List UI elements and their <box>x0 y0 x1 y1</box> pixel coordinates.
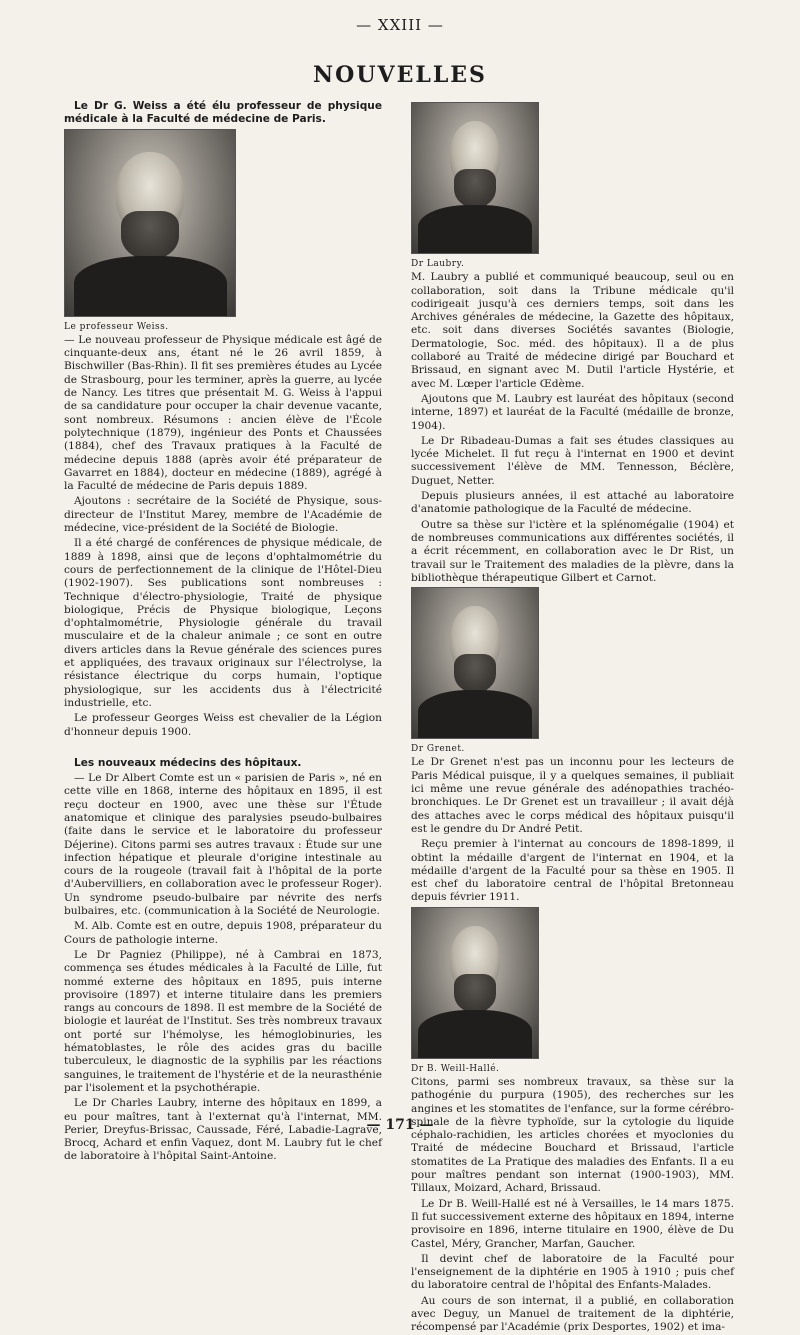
left-column: Le Dr G. Weiss a été élu professeur de physique médicale à la Faculté de médecine de Paris. Le professeur Weiss. — Le nouveau professeur de Physique médicale est âgé de cinquante-deux ans, étant né le 26 avril 1859, à Bischwiller (Bas-Rhin). Il fit ses premières études au Lycée de Strasbourg, pour les terminer, après la guerre, au lycée de Nancy. Les titres que présentait M. G. Weiss à l'appui de sa candidature pour occuper la chair devenue vacante, sont nombreux. Résumons : ancien élève de l'École polytechnique (1879), ingénieur des Ponts et Chaussées (1884), chef des Travaux pratiques à la Faculté de médecine depuis 1888 (après avoir été préparateur de Gavarret en 1884), docteur en médecine (1889), agrégé à la Faculté de médecine de Paris depuis 1889. Ajoutons : secrétaire de la Société de Physique, sous-directeur de l'Institut Marey, membre de l'Académie de médecine, vice-président de la Société de Biologie. Il a été chargé de conférences de physique médicale, de 1889 à 1898, ainsi que de leçons d'ophtalmométrie du cours de perfectionnement de la clinique de l'Hôtel-Dieu (1902-1907). Ses publications sont nombreuses : Technique d'électro-physiologie, Traité de physique biologique, Précis de Physique biologique, Leçons d'ophtalmométrie, Physiologie générale du travail musculaire et de la chaleur animale ; ce sont en outre divers articles dans la Revue générale des sciences pures et appliquées, des travaux originaux sur l'électrolyse, la résistance électrique du corps humain, l'optique physiologique, sur les accidents dus à l'électricité industrielle, etc. Le professeur Georges Weiss est chevalier de la Légion d'honneur depuis 1900. Les nouveaux médecins des hôpitaux. — Le Dr Albert Comte est un « parisien de Paris », né en cette ville en 1868, interne des hôpitaux en 1895, il est reçu docteur en 1900, avec une thèse sur l'Étude anatomique et clinique des paralysies pseudo-bulbaires (faite dans le service et le laboratoire du professeur Déjerine). Citons parmi ses autres travaux : Étude sur une infection hépatique et pleurale d'origine intestinale au cours de la rougeole (travail fait à l'hôpital de la porte d'Aubervilliers, en collaboration avec le professeur Roger). Un syndrome pseudo-bulbaire par névrite des nerfs bulbaires, etc. (communication à la Société de Neurologie. M. Alb. Comte est en outre, depuis 1908, préparateur du Cours de pathologie interne. Le Dr Pagniez (Philippe), né à Cambrai en 1873, commença ses études médicales à la Faculté de Lille, fut nommé externe des hôpitaux en 1895, puis interne provisoire (1897) et interne titulaire dans les premiers rangs au concours de 1898. Il est membre de la Société de biologie et lauréat de l'Institut. Ses très nombreux travaux ont porté sur l'hémolyse, les hémoglobinuries, les hématoblastes, le rôle des acides gras du bacille tuberculeux, le diagnostic de la syphilis par les réactions sanguines, le traitement de l'hystérie et de la neurasthénie par l'isolement et la psychothérapie. Le Dr Charles Laubry, interne des hôpitaux en 1899, a eu pour maîtres, tant à l'externat qu'à l'internat, MM. Perier, Dreyfus-Brissac, Caussade, Féré, Labadie-Lagrave, Brocq, Achard et enfin Vaquez, dont M. Laubry fut le chef de laboratoire à l'hôpital Saint-Antoine. <box>64 100 382 1163</box>
ribadeau-paragraph: Le Dr Ribadeau-Dumas a fait ses études classiques au lycée Michelet. Il fut reçu à l'internat en 1900 et devint successivement l'élève de MM. Tennesson, Béclère, Duguet, Netter. <box>411 434 734 487</box>
pagniez-paragraph: Le Dr Pagniez (Philippe), né à Cambrai en 1873, commença ses études médicales à la Faculté de Lille, fut nommé externe des hôpitaux en 1895, puis interne provisoire (1897) et interne titulaire dans les premiers rangs au concours de 1898. Il est membre de la Société de biologie et lauréat de l'Institut. Ses très nombreux travaux ont porté sur l'hémolyse, les hémoglobinuries, les hématoblastes, le rôle des acides gras du bacille tuberculeux, le diagnostic de la syphilis par les réactions sanguines, le traitement de l'hystérie et de la neurasthénie par l'isolement et la psychothérapie. <box>64 948 382 1094</box>
weiss-paragraph-2: Ajoutons : secrétaire de la Société de Physique, sous-directeur de l'Institut Marey, membre de l'Académie de médecine, vice-président de la Société de Biologie. <box>64 495 382 535</box>
laubry-paragraph-3: Ajoutons que M. Laubry est lauréat des hôpitaux (second interne, 1897) et lauréat de la Faculté (médaille de bronze, 1904). <box>411 392 734 432</box>
page-number: — 171 — <box>366 1117 434 1133</box>
weill-paragraph: Le Dr B. Weill-Hallé est né à Versailles, le 14 mars 1875. Il fut successivement externe des hôpitaux en 1894, interne provisoire en 1896, interne titulaire en 1900, élève de Du Castel, Méry, Grancher, Marfan, Gaucher. <box>411 1197 734 1250</box>
weiss-headline: Le Dr G. Weiss a été élu professeur de physique médicale à la Faculté de médecine de Paris. <box>64 100 382 126</box>
grenet-paragraph-2: Reçu premier à l'internat au concours de 1898-1899, il obtint la médaille d'argent de l'internat en 1904, et la médaille d'argent de la Faculté pour sa thèse en 1905. Il est chef du laboratoire central de l'hôpital Bretonneau depuis février 1911. <box>411 838 734 904</box>
weiss-paragraph-3: Il a été chargé de conférences de physique médicale, de 1889 à 1898, ainsi que de leçons d'ophtalmométrie du cours de perfectionnement de la clinique de l'Hôtel-Dieu (1902-1907). Ses publications sont nombreuses : Technique d'électro-physiologie, Traité de physique biologique, Précis de Physique biologique, Leçons d'ophtalmométrie, Physiologie générale du travail musculaire et de la chaleur animale ; ce sont en outre divers articles dans la Revue générale des sciences pures et appliquées, des travaux originaux sur l'électrolyse, la résistance électrique du corps humain, l'optique physiologique, sur les accidents dus à l'électricité industrielle, etc. <box>64 537 382 709</box>
weill-paragraph-3: Au cours de son internat, il a publié, en collaboration avec Deguy, un Manuel de traitement de la diphtérie, récompensé par l'Académie (prix Desportes, 1902) et ima- <box>411 1294 734 1334</box>
laubry-caption: Dr Laubry. <box>411 259 465 269</box>
comte-paragraph: — Le Dr Albert Comte est un « parisien de Paris », né en cette ville en 1868, interne des hôpitaux en 1895, il est reçu docteur en 1900, avec une thèse sur l'Étude anatomique et clinique des paralysies pseudo-bulbaires (faite dans le service et le laboratoire du professeur Déjerine). Citons parmi ses autres travaux : Étude sur une infection hépatique et pleurale d'origine intestinale au cours de la rougeole (travail fait à l'hôpital de la porte d'Aubervilliers, en collaboration avec le professeur Roger). Un syndrome pseudo-bulbaire par névrite des nerfs bulbaires, etc. (communication à la Société de Neurologie. <box>64 772 382 918</box>
right-column: Dr Laubry. M. Laubry a publié et communiqué beaucoup, seul ou en collaboration, soit dans la Tribune médicale qu'il codirigeait jusqu'à ces derniers temps, soit dans les Archives générales de médecine, la Gazette des hôpitaux, etc. soit dans diverses Sociétés savantes (Biologie, Dermatologie, Soc. méd. des hôpitaux). Il a de plus collaboré au Traité de médecine dirigé par Bouchard et Brissaud, en signant avec M. Dutil l'article Hystérie, et avec M. Lœper l'article Œdème. Ajoutons que M. Laubry est lauréat des hôpitaux (second interne, 1897) et lauréat de la Faculté (médaille de bronze, 1904). Le Dr Ribadeau-Dumas a fait ses études classiques au lycée Michelet. Il fut reçu à l'internat en 1900 et devint successivement l'élève de MM. Tennesson, Béclère, Duguet, Netter. Depuis plusieurs années, il est attaché au laboratoire d'anatomie pathologique de la Faculté de médecine. Outre sa thèse sur l'ictère et la splénomégalie (1904) et de nombreuses communications aux différentes sociétés, il a écrit récemment, en collaboration avec le Dr Rist, un travail sur le Traitement des maladies de la plèvre, dans la bibliothèque thérapeutique Gilbert et Carnot. Dr Grenet. Le Dr Grenet n'est pas un inconnu pour les lecteurs de Paris Médical puisque, il y a quelques semaines, il publiait ici même une revue générale des adénopathies trachéo-bronchiques. Le Dr Grenet est un travailleur ; il avait déjà des attaches avec le corps médical des hôpitaux puisqu'il est le gendre du Dr André Petit. Reçu premier à l'internat au concours de 1898-1899, il obtint la médaille d'argent de l'internat en 1904, et la médaille d'argent de la Faculté pour sa thèse en 1905. Il est chef du laboratoire central de l'hôpital Bretonneau depuis février 1911. Dr B. Weill-Hallé. Citons, parmi ses nombreux travaux, sa thèse sur la pathogénie du purpura (1905), des recherches sur les angines et les stomatites de l'enfance, sur la forme cérébro-spinale de la fièvre typhoïde, sur la cytologie du liquide céphalo-rachidien, les articles chorées et myoclonies du Traité de médecine Bouchard et Brissaud, l'article stomatites de La Pratique des maladies des Enfants. Il a eu pour maîtres pendant son internat (1900-1903), MM. Tillaux, Moizard, Achard, Brissaud. Le Dr B. Weill-Hallé est né à Versailles, le 14 mars 1875. Il fut successivement externe des hôpitaux en 1894, interne provisoire en 1896, interne titulaire en 1900, élève de Du Castel, Méry, Grancher, Marfan, Gaucher. Il devint chef de laboratoire de la Faculté pour l'enseignement de la diphtérie en 1905 à 1910 ; puis chef du laboratoire central de l'hôpital des Enfants-Malades. Au cours de son internat, il a publié, en collaboration avec Deguy, un Manuel de traitement de la diphtérie, récompensé par l'Académie (prix Desportes, 1902) et ima- <box>411 100 734 1075</box>
laubry-portrait <box>411 102 539 254</box>
grenet-portrait <box>411 587 539 739</box>
page-roman-numeral: — XXIII — <box>356 16 444 34</box>
weill-paragraph-2: Il devint chef de laboratoire de la Faculté pour l'enseignement de la diphtérie en 1905 à 1910 ; puis chef du laboratoire central de l'hôpital des Enfants-Malades. <box>411 1252 734 1292</box>
weill-caption: Dr B. Weill-Hallé. <box>411 1063 500 1074</box>
comte-paragraph-2: M. Alb. Comte est en outre, depuis 1908, préparateur du Cours de pathologie interne. <box>64 920 382 946</box>
weiss-paragraph-4: Le professeur Georges Weiss est chevalier de la Légion d'honneur depuis 1900. <box>64 712 382 738</box>
laubry-paragraph: Le Dr Charles Laubry, interne des hôpitaux en 1899, a eu pour maîtres, tant à l'externat qu'à l'internat, MM. Perier, Dreyfus-Brissac, Caussade, Féré, Labadie-Lagrave, Brocq, Achard et enfin Vaquez, dont M. Laubry fut le chef de laboratoire à l'hôpital Saint-Antoine. <box>64 1097 382 1163</box>
weiss-caption: Le professeur Weiss. <box>64 321 169 332</box>
weiss-portrait <box>64 129 236 317</box>
ribadeau-paragraph-2: Depuis plusieurs années, il est attaché au laboratoire d'anatomie pathologique de la Faculté de médecine. <box>411 490 734 516</box>
hopitaux-headline: Les nouveaux médecins des hôpitaux. <box>74 756 302 769</box>
page-title: NOUVELLES <box>313 62 487 88</box>
grenet-caption: Dr Grenet. <box>411 744 465 755</box>
ribadeau-paragraph-3: Outre sa thèse sur l'ictère et la splénomégalie (1904) et de nombreuses communications aux différentes sociétés, il a écrit récemment, en collaboration avec le Dr Rist, un travail sur le Traitement des maladies de la plèvre, dans la bibliothèque thérapeutique Gilbert et Carnot. <box>411 518 734 584</box>
weill-portrait <box>411 907 539 1059</box>
